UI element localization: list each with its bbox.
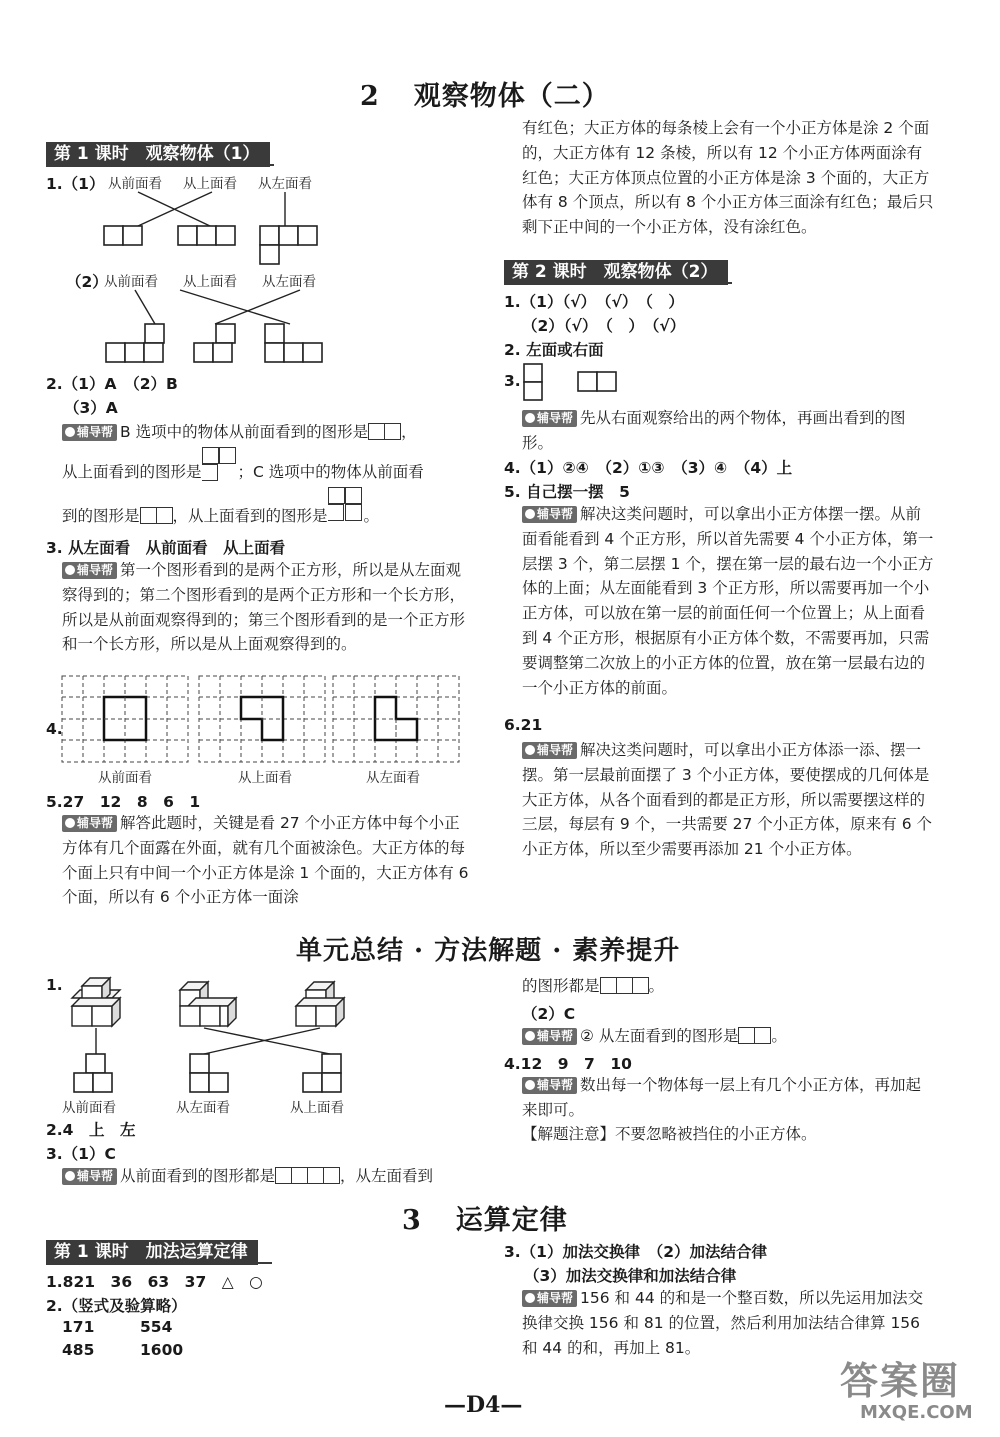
help-badge: 辅导帮	[62, 562, 117, 579]
question-2: 2.（1）A （2）B	[46, 375, 178, 393]
help-badge: 辅导帮	[522, 1028, 577, 1045]
shape-square	[275, 1167, 292, 1184]
question-label: 4.	[46, 720, 63, 738]
question-2: 2.（竖式及验算略）	[46, 1297, 187, 1315]
helper-icon	[525, 1031, 535, 1041]
chapter-name: 观察物体（二）	[413, 81, 610, 112]
helper-icon	[65, 565, 75, 575]
question-2-3: （3）A	[64, 399, 118, 417]
help-badge: 辅导帮	[522, 506, 577, 523]
view-label: 从前面看	[108, 176, 162, 192]
shape-square	[617, 977, 633, 994]
question-label: 1.（1）	[46, 175, 105, 193]
help-badge: 辅导帮	[522, 1290, 577, 1307]
grid-front-view	[62, 676, 192, 766]
view-label: 从前面看	[62, 1100, 116, 1116]
question-4: 4.（1）②④ （2）①③ （3）④ （4）上	[504, 459, 793, 477]
view-label: 从前面看	[104, 274, 158, 290]
answer-value: 1600	[140, 1341, 184, 1359]
helper-icon	[525, 509, 535, 519]
watermark-url: MXQE.COM	[860, 1402, 973, 1423]
view-label: 从上面看	[183, 274, 237, 290]
lesson-rule	[46, 1262, 272, 1264]
help-paragraph: 辅导帮 解答此题时，关键是看 27 个小正方体中每个小正方体有几个面露在外面，就有几个面被涂色。大正方体的每个面上只有中间一个小正方体是涂 1 个面的，大正方体有 6 个面，所以有 6 个小正方体一面涂	[62, 814, 469, 907]
shape-square	[368, 423, 385, 440]
helper-icon	[525, 1080, 535, 1090]
page-number: —D4—	[444, 1392, 523, 1418]
shape-square	[292, 1167, 308, 1184]
lesson-header: 第 1 课时 观察物体（1）	[46, 142, 270, 167]
question-3-3: （3）加法交换律和加法结合律	[524, 1267, 737, 1285]
view-label: 从左面看	[366, 770, 420, 786]
shape-square	[140, 507, 157, 524]
question-5: 5. 自己摆一摆 5	[504, 483, 630, 501]
help-paragraph: 辅导帮 数出每一个物体每一层上有几个小正方体，再加起来即可。	[522, 1076, 922, 1119]
continued-paragraph: 有红色；大正方体的每条棱上会有一个小正方体是涂 2 个面的，大正方体有 12 条棱，所以有 12 个小正方体两面涂有红色；大正方体顶点位置的小正方体是涂 3 个面的，大正方体有 8 个顶点，所以有 8 个小正方体三面涂有红色；最后只剩下正中间的一个小正方体，没有涂红色。	[522, 119, 934, 237]
answer-value: 554	[140, 1318, 173, 1336]
shape-square	[157, 507, 173, 524]
chapter-number: 2	[360, 81, 380, 112]
shape-square	[633, 977, 649, 994]
lesson-rule	[504, 282, 732, 284]
question-3: 3. 从左面看 从前面看 从上面看	[46, 539, 286, 557]
help-paragraph: 辅导帮 第一个图形看到的是两个正方形，所以是从左面观察得到的；第二个图形看到的是两个正方形和一个长方形，所以是从前面观察得到的；第三个图形看到的是一个正方形和一个长方形，所以是从上面观察得到的。	[62, 561, 466, 654]
answer-value: 171	[62, 1318, 95, 1336]
question-5: 5.27 12 8 6 1	[46, 793, 201, 811]
helper-icon	[525, 413, 535, 423]
helper-icon	[525, 1293, 535, 1303]
shape-square	[755, 1027, 771, 1044]
help-paragraph: 辅导帮 解决这类问题时，可以拿出小正方体摆一摆。从前面看能看到 4 个正方形，所以首先需要 4 个小正方体，第一层摆 3 个，第二层摆 1 个，摆在第一层的最右边一个小正方体的上面；从左面能看到 3 个正方形，所以需要再加一个小正方体，可以放在第一层的前面任何一个位置上；从上面看到 4 个正方形，根据原有小正方体个数，不需要再加，只需要调整第二次放上的小正方体的位置，放在第一层最右边的一个小正方体的前面。	[522, 505, 934, 697]
lesson-rule	[46, 164, 274, 166]
view-label: 从上面看	[238, 770, 292, 786]
question-6: 6.21	[504, 716, 543, 734]
cube-matching-figure	[60, 976, 380, 1096]
answer-figures	[522, 362, 622, 406]
help-badge: 辅导帮	[62, 815, 117, 832]
help-badge: 辅导帮	[62, 424, 117, 441]
question-label: （2）	[66, 273, 108, 291]
help-paragraph: 辅导帮 ② 从左面看到的图形是 。	[522, 1024, 934, 1049]
help-paragraph: 辅导帮 156 和 44 的和是一个整百数，所以先运用加法交换律交换 156 和 81 的位置，然后利用加法结合律算 156 和 44 的和，再加上 81。	[522, 1289, 924, 1357]
question-4: 4.12 9 7 10	[504, 1055, 632, 1073]
lesson-header: 第 2 课时 观察物体（2）	[504, 260, 728, 285]
grid-left-view	[333, 676, 463, 766]
continued-line: 的图形都是 。	[522, 977, 665, 995]
view-label: 从左面看	[176, 1100, 230, 1116]
chapter-title	[360, 74, 610, 113]
help-badge: 辅导帮	[522, 742, 577, 759]
question-3: 3.（1）C	[46, 1145, 116, 1163]
helper-icon	[65, 427, 75, 437]
shape-square	[308, 1167, 324, 1184]
help-badge: 辅导帮	[62, 1168, 117, 1185]
matching-figure-1	[100, 188, 330, 268]
help-paragraph: 辅导帮 B 选项中的物体从前面看到的图形是 ， 从上面看到的图形是 ；C 选项中的物体从前面看 到的图形是 ，从上面看到的图形是 。	[62, 423, 424, 525]
answer-value: 485	[62, 1341, 95, 1359]
view-label: 从左面看	[262, 274, 316, 290]
grid-top-view	[199, 676, 329, 766]
view-label: 从上面看	[183, 176, 237, 192]
question-1: 1.821 36 63 37 △ ○	[46, 1273, 263, 1291]
shape-square	[385, 423, 401, 440]
shape-2x2	[328, 497, 364, 525]
help-paragraph: 辅导帮 解决这类问题时，可以拿出小正方体添一添、摆一摆。第一层最前面摆了 3 个小正方体，要使摆成的几何体是大正方体，从各个面看到的都是正方形，所以需要摆这样的三层，每层有 9 个，一共需要 27 个小正方体，原来有 6 个小正方体，所以至少需要再添加 21 个小正方体。	[522, 741, 933, 859]
lesson-header: 第 1 课时 加法运算定律	[46, 1240, 258, 1265]
help-paragraph: 辅导帮 先从右面观察给出的两个物体，再画出看到的图形。	[522, 409, 906, 452]
help-paragraph: 辅导帮 从前面看到的图形都是 ，从左面看到	[62, 1164, 482, 1189]
question-2: 2. 左面或右面	[504, 341, 604, 359]
view-label: 从前面看	[98, 770, 152, 786]
question-3: 3.（1）加法交换律 （2）加法结合律	[504, 1243, 767, 1261]
chapter-name: 运算定律	[455, 1205, 568, 1236]
question-label: 3.	[504, 372, 521, 390]
helper-icon	[65, 1171, 75, 1181]
shape-square	[600, 977, 617, 994]
helper-icon	[525, 745, 535, 755]
matching-figure-2	[100, 286, 330, 368]
chapter-number: 3	[402, 1205, 422, 1236]
question-1-2: （2）（√） （ ） （√）	[522, 317, 686, 335]
shape-square	[324, 1167, 340, 1184]
section-title: 单元总结 · 方法解题 · 素养提升	[296, 936, 681, 966]
helper-icon	[65, 818, 75, 828]
view-label: 从左面看	[258, 176, 312, 192]
question-1: 1.（1）（√） （√） （ ）	[504, 293, 684, 311]
help-badge: 辅导帮	[522, 410, 577, 427]
question-3-2: （2）C	[522, 1005, 576, 1023]
chapter-title	[402, 1198, 568, 1237]
shape-square	[738, 1027, 755, 1044]
view-label: 从上面看	[290, 1100, 344, 1116]
question-label: 1.	[46, 976, 63, 994]
help-badge: 辅导帮	[522, 1077, 577, 1094]
shape-l	[202, 455, 238, 479]
note: 【解题注意】不要忽略被挡住的小正方体。	[522, 1125, 817, 1143]
watermark-logo: 答案圈	[840, 1359, 961, 1403]
question-2: 2.4 上 左	[46, 1121, 136, 1139]
